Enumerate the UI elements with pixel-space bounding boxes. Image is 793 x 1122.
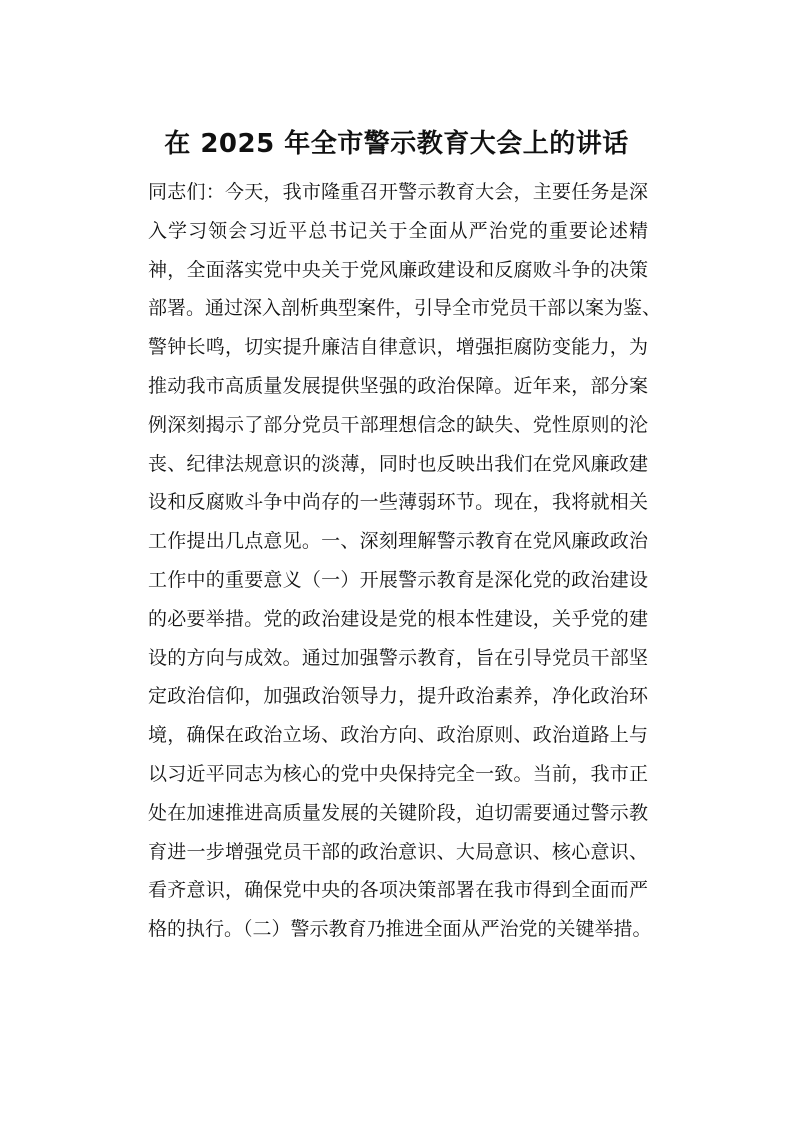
body-line: 警钟长鸣，切实提升廉洁自律意识，增强拒腐防变能力，为 <box>148 336 648 359</box>
document-title: 在 2025 年全市警示教育大会上的讲话 <box>164 129 629 159</box>
body-line: 同志们：今天，我市隆重召开警示教育大会，主要任务是深 <box>148 181 648 203</box>
body-line: 境，确保在政治立场、政治方向、政治原则、政治道路上与 <box>148 724 648 747</box>
body-line: 育进一步增强党员干部的政治意识、大局意识、核心意识、 <box>148 840 648 863</box>
body-line: 丧、纪律法规意识的淡薄，同时也反映出我们在党风廉政建 <box>148 452 648 475</box>
body-line: 神，全面落实党中央关于党风廉政建设和反腐败斗争的决策 <box>148 258 648 281</box>
body-line: 部署。通过深入剖析典型案件，引导全市党员干部以案为鉴、 <box>148 297 662 320</box>
body-line: 看齐意识，确保党中央的各项决策部署在我市得到全面而严 <box>148 879 648 902</box>
body-line: 设的方向与成效。通过加强警示教育，旨在引导党员干部坚 <box>148 646 648 669</box>
body-line: 推动我市高质量发展提供坚强的政治保障。近年来，部分案 <box>148 374 648 397</box>
body-line: 处在加速推进高质量发展的关键阶段，迫切需要通过警示教 <box>148 801 648 824</box>
body-line: 工作提出几点意见。一、深刻理解警示教育在党风廉政政治 <box>148 530 648 553</box>
body-line: 的必要举措。党的政治建设是党的根本性建设，关乎党的建 <box>148 607 648 630</box>
body-line: 设和反腐败斗争中尚存的一些薄弱环节。现在，我将就相关 <box>148 491 648 514</box>
body-line: 定政治信仰，加强政治领导力，提升政治素养，净化政治环 <box>148 685 648 708</box>
body-line: 例深刻揭示了部分党员干部理想信念的缺失、党性原则的沦 <box>148 413 648 436</box>
document-body <box>148 173 662 949</box>
body-line: 格的执行。（二）警示教育乃推进全面从严治党的关键举措。 <box>148 918 652 941</box>
body-line: 以习近平同志为核心的党中央保持完全一致。当前，我市正 <box>148 762 648 785</box>
body-line: 入学习领会习近平总书记关于全面从严治党的重要论述精 <box>148 219 648 242</box>
body-line: 工作中的重要意义（一）开展警示教育是深化党的政治建设 <box>148 568 648 591</box>
